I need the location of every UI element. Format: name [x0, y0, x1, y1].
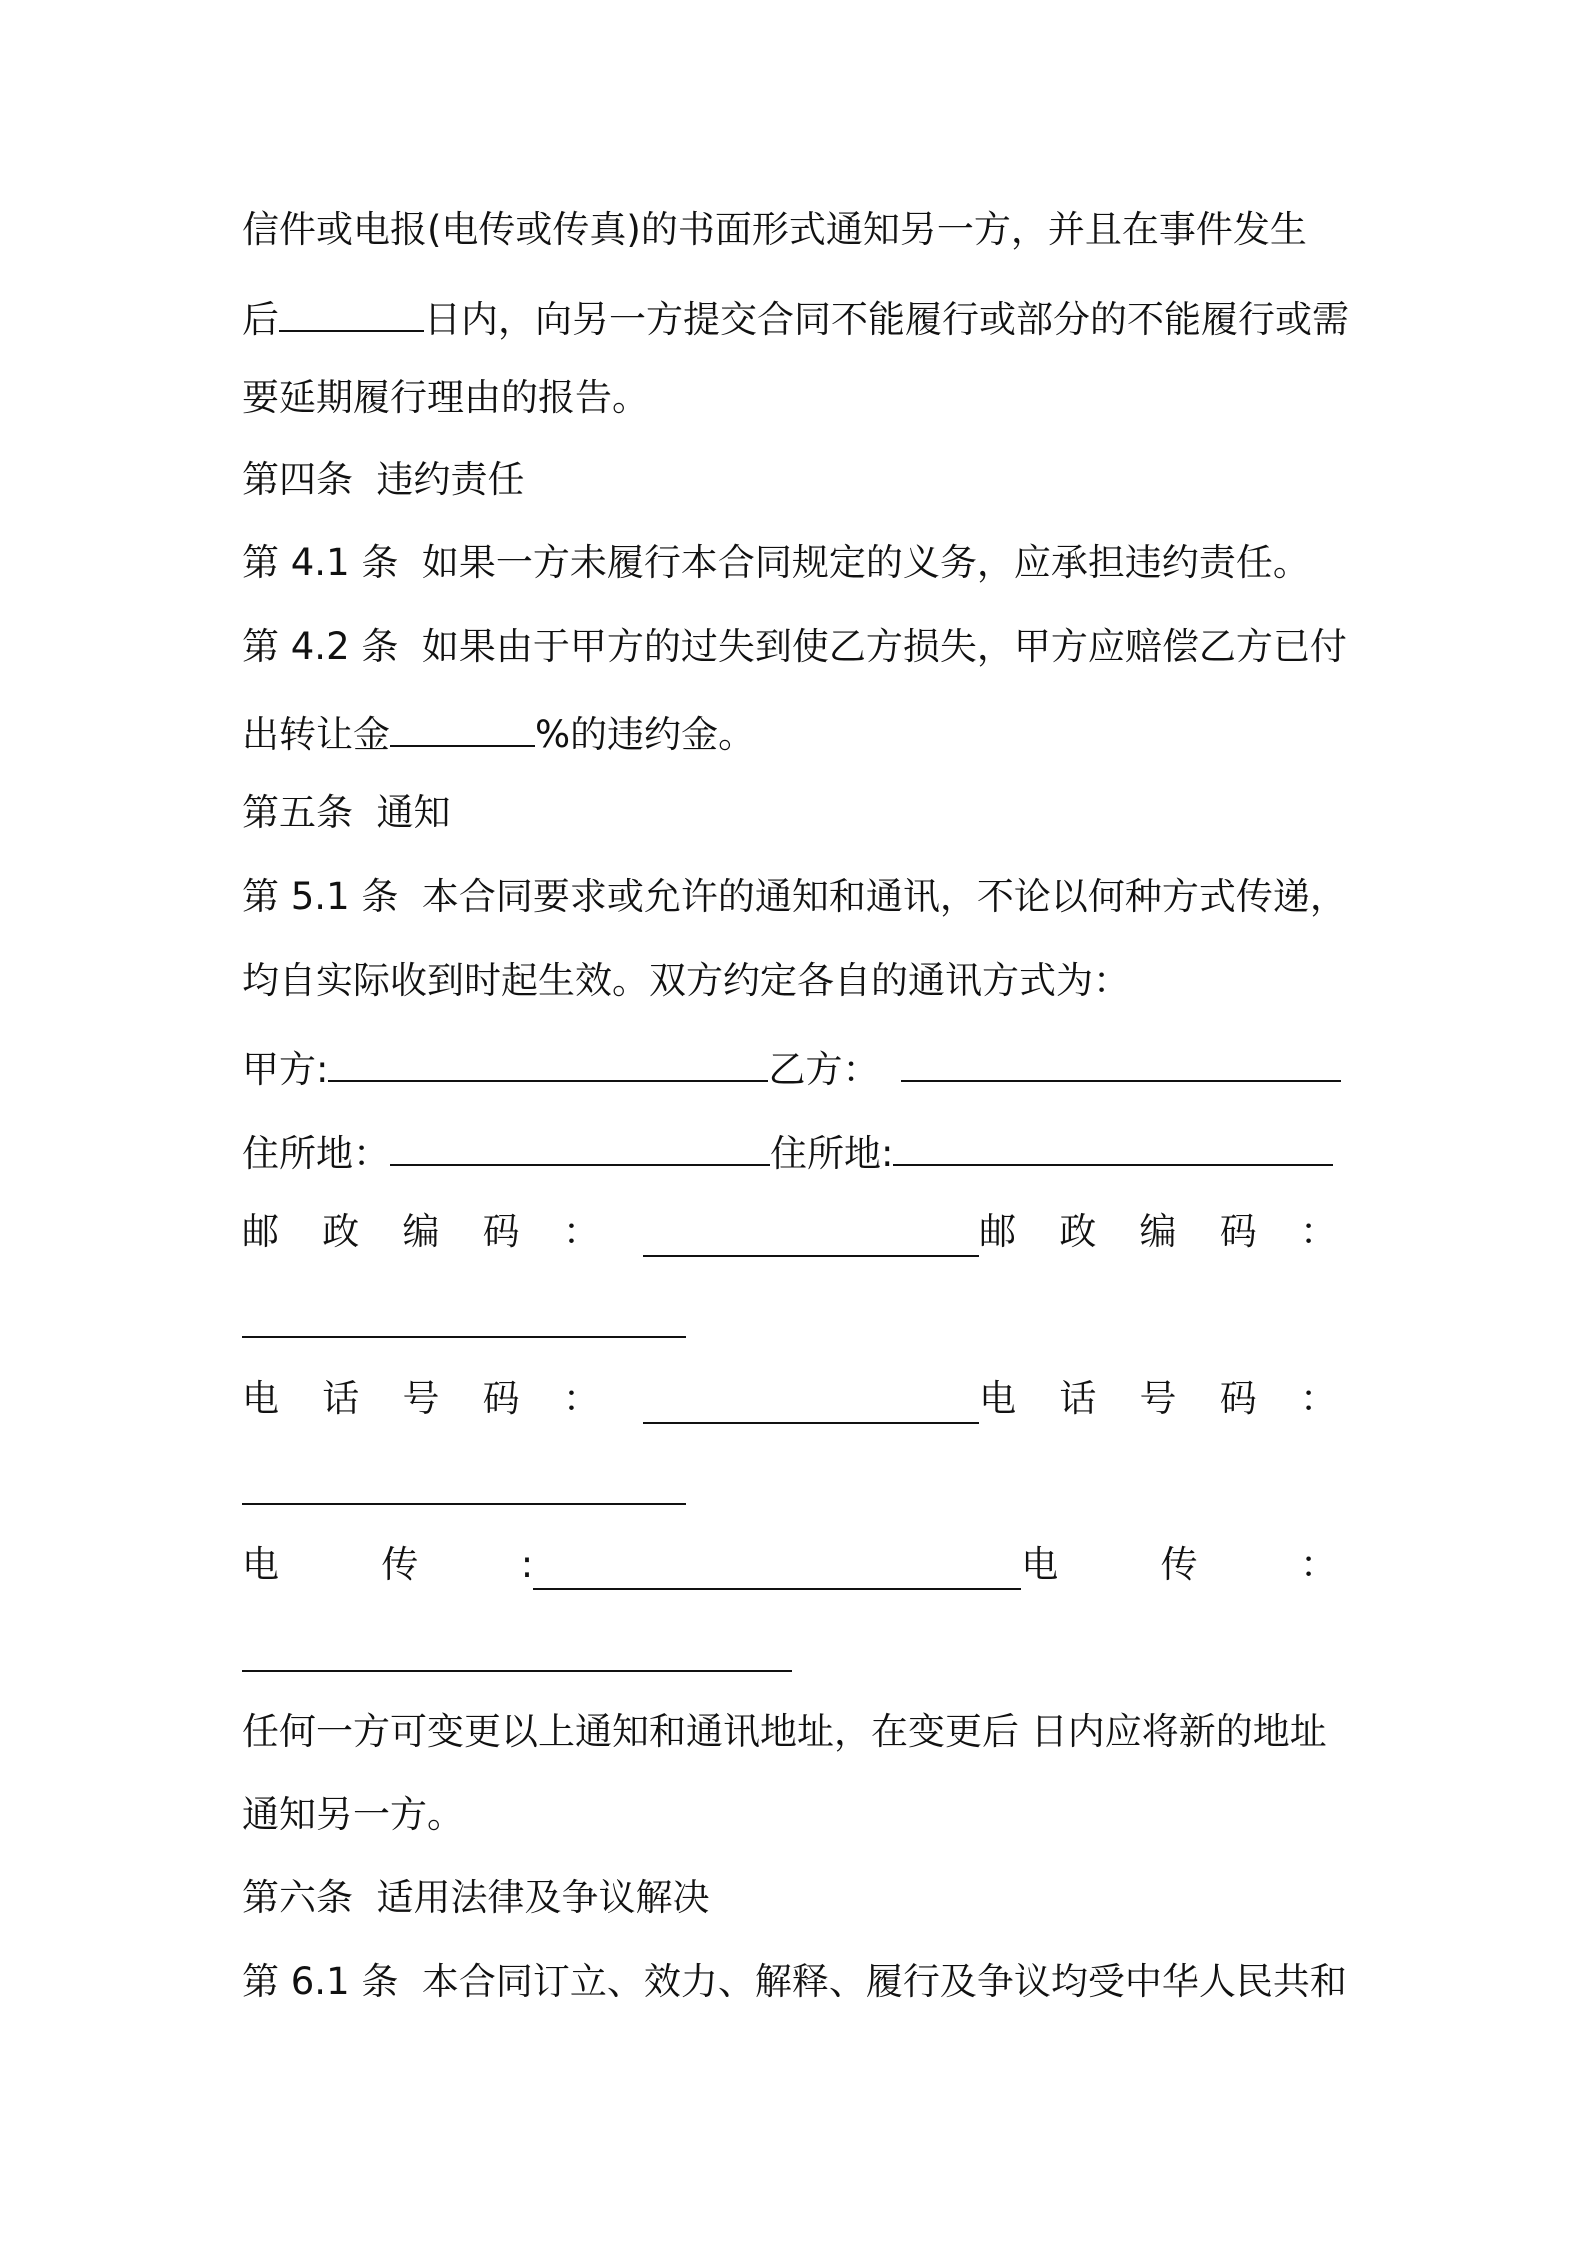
clause-line: 第 4.1 条 如果一方未履行本合同规定的义务，应承担违约责任。: [242, 541, 1310, 584]
clause-line: 均自实际收到时起生效。双方约定各自的通讯方式为：: [242, 959, 1130, 1002]
postcode-char: ：: [562, 1210, 600, 1253]
postcode-b-blank[interactable]: [242, 1336, 686, 1338]
fill-in-blank-days[interactable]: [279, 290, 424, 332]
phone-row: [242, 1374, 1337, 1424]
telex-char: 传: [1160, 1543, 1198, 1586]
address-row: [242, 1124, 1333, 1179]
address-b-blank[interactable]: [893, 1124, 1333, 1166]
text-fragment: 出转让金: [242, 713, 390, 756]
party-b-blank[interactable]: [901, 1040, 1341, 1082]
paragraph-line: 任何一方可变更以上通知和通讯地址，在变更后 日内应将新的地址: [242, 1710, 1327, 1753]
phone-a-blank[interactable]: [643, 1382, 979, 1424]
phone-char: ：: [562, 1377, 600, 1420]
postcode-char: 编: [1139, 1210, 1177, 1253]
postcode-row: [242, 1207, 1337, 1257]
address-a-blank[interactable]: [390, 1124, 770, 1166]
phone-char: 电: [979, 1377, 1017, 1420]
telex-char: ：: [1299, 1543, 1337, 1586]
address-b-label: 住所地:: [770, 1132, 894, 1175]
paragraph-line: 要延期履行理由的报告。: [242, 376, 649, 419]
clause-line: 第 5.1 条 本合同要求或允许的通知和通讯，不论以何种方式传递，: [242, 875, 1347, 918]
paragraph-line: 通知另一方。: [242, 1793, 464, 1836]
party-b-label: 乙方：: [768, 1048, 880, 1091]
paragraph-line: 信件或电报(电传或传真)的书面形式通知另一方，并且在事件发生: [242, 208, 1307, 251]
postcode-char: 政: [322, 1210, 360, 1253]
fill-in-blank-percent[interactable]: [390, 705, 535, 747]
postcode-char: 码: [1219, 1210, 1257, 1253]
phone-char: 号: [1139, 1377, 1177, 1420]
phone-char: 码: [482, 1377, 520, 1420]
telex-char: 电: [1021, 1543, 1059, 1586]
clause-line: 第 6.1 条 本合同订立、效力、解释、履行及争议均受中华人民共和: [242, 1960, 1347, 2003]
phone-char: ：: [1299, 1377, 1337, 1420]
clause-line-with-blank: [242, 705, 755, 760]
text-fragment: %的违约金。: [535, 713, 756, 756]
article-heading: 第四条 违约责任: [242, 458, 525, 501]
phone-char: 电: [242, 1377, 279, 1420]
phone-char: 号: [402, 1377, 440, 1420]
postcode-char: 政: [1059, 1210, 1097, 1253]
postcode-a-blank[interactable]: [643, 1215, 979, 1257]
postcode-char: 邮: [979, 1210, 1017, 1253]
article-heading: 第五条 通知: [242, 791, 451, 834]
telex-char: :: [520, 1543, 534, 1586]
telex-row: [242, 1540, 1337, 1590]
phone-char: 话: [322, 1377, 360, 1420]
postcode-char: 编: [402, 1210, 440, 1253]
telex-char: 传: [381, 1543, 419, 1586]
party-a-label: 甲方:: [242, 1048, 329, 1091]
paragraph-line-with-blank: [242, 290, 1349, 345]
party-row: [242, 1040, 1341, 1095]
text-fragment: 日内，向另一方提交合同不能履行或部分的不能履行或需: [424, 298, 1349, 341]
address-a-label: 住所地：: [242, 1132, 390, 1175]
party-a-blank[interactable]: [328, 1040, 768, 1082]
postcode-char: ：: [1299, 1210, 1337, 1253]
text-fragment: 后: [242, 298, 279, 341]
telex-a-blank[interactable]: [533, 1548, 1021, 1590]
telex-char: 电: [242, 1543, 279, 1586]
clause-line: 第 4.2 条 如果由于甲方的过失到使乙方损失，甲方应赔偿乙方已付: [242, 625, 1347, 668]
article-heading: 第六条 适用法律及争议解决: [242, 1876, 710, 1919]
phone-char: 码: [1219, 1377, 1257, 1420]
phone-b-blank[interactable]: [242, 1503, 686, 1505]
telex-b-blank[interactable]: [242, 1670, 792, 1672]
postcode-char: 码: [482, 1210, 520, 1253]
postcode-char: 邮: [242, 1210, 279, 1253]
phone-char: 话: [1059, 1377, 1097, 1420]
